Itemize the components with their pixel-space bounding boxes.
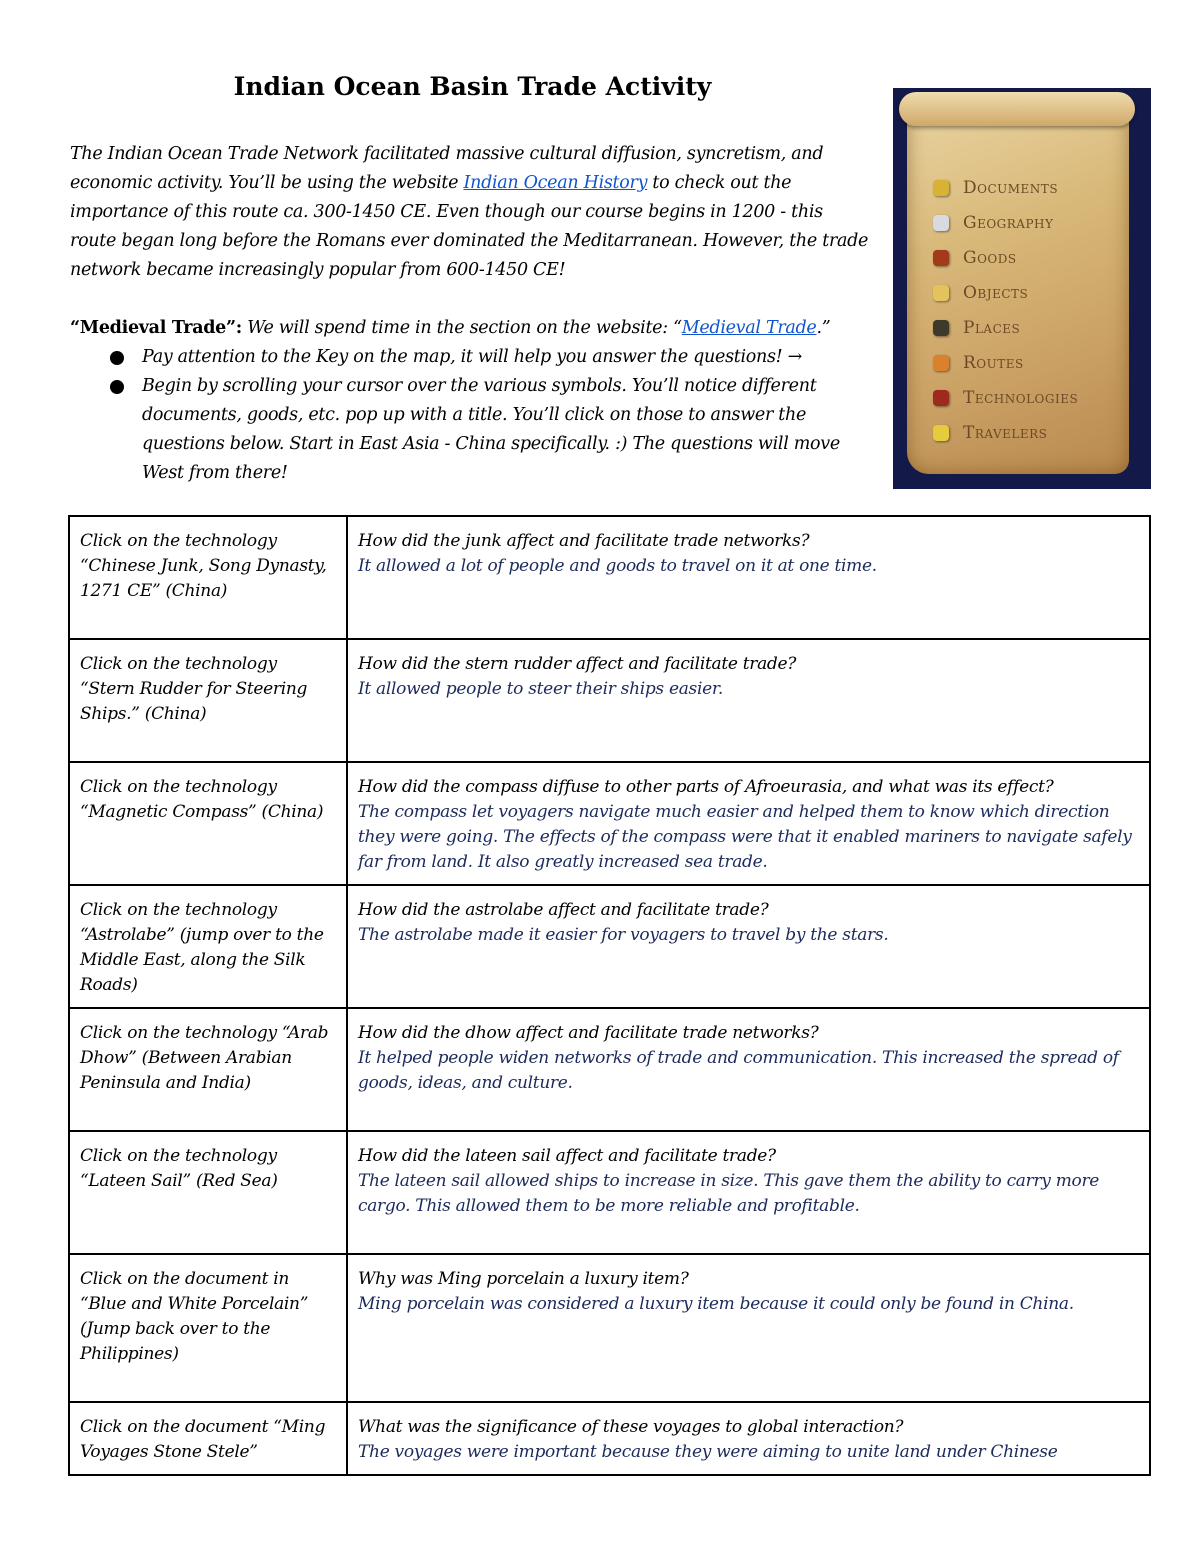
answer-cell[interactable] (347, 885, 1150, 1008)
answer-text: Ming porcelain was considered a luxury item because it could only be found in China. (358, 1294, 1074, 1314)
key-item-label: Technologies (963, 388, 1079, 408)
objects-icon (933, 285, 949, 301)
medieval-trade-lead: “Medieval Trade”: (70, 318, 242, 338)
medieval-desc-after: .” (816, 318, 831, 338)
table-row (69, 639, 1150, 762)
indian-ocean-history-link[interactable]: Indian Ocean History (463, 173, 648, 193)
question-text: How did the astrolabe affect and facilitate trade? (358, 900, 769, 920)
answer-text: The lateen sail allowed ships to increase in size. This gave them the ability to carry more cargo. This allowed them to be more reliable and profitable. (358, 1171, 1100, 1216)
medieval-trade-desc (242, 318, 830, 338)
table-row (69, 1254, 1150, 1402)
answer-text: It allowed people to steer their ships easier. (358, 679, 723, 699)
goods-icon (933, 250, 949, 266)
answer-cell[interactable] (347, 516, 1150, 639)
map-key-image (893, 88, 1151, 489)
places-icon (933, 320, 949, 336)
intro-paragraph (70, 140, 870, 285)
key-item-label: Objects (963, 283, 1029, 303)
answer-cell[interactable] (347, 1254, 1150, 1402)
key-item-travelers (933, 418, 1047, 448)
medieval-desc-before: We will spend time in the section on the website: “ (241, 318, 682, 338)
question-text: How did the dhow affect and facilitate trade networks? (358, 1023, 819, 1043)
key-item-routes (933, 348, 1024, 378)
list-item (70, 343, 870, 372)
key-item-label: Documents (963, 178, 1059, 198)
instruction-list (70, 343, 870, 488)
question-text: How did the stern rudder affect and facilitate trade? (358, 654, 797, 674)
bullet-icon (110, 380, 124, 394)
prompt-cell: Click on the technology “Lateen Sail” (Red Sea) (69, 1131, 347, 1254)
answer-text: The voyages were important because they were aiming to unite land under Chinese (358, 1442, 1058, 1462)
routes-icon (933, 355, 949, 371)
key-item-objects (933, 278, 1028, 308)
prompt-cell: Click on the technology “Stern Rudder for Steering Ships.” (China) (69, 639, 347, 762)
geography-icon (933, 215, 949, 231)
technologies-icon (933, 390, 949, 406)
table-row (69, 516, 1150, 639)
page-title: Indian Ocean Basin Trade Activity (233, 72, 712, 101)
question-text: How did the junk affect and facilitate trade networks? (358, 531, 810, 551)
question-text: Why was Ming porcelain a luxury item? (358, 1269, 689, 1289)
travelers-icon (933, 425, 949, 441)
intro-text-before: The Indian Ocean Trade Network facilitated massive cultural diffusion, syncretism, and economic activity. You’ll be using the website (70, 144, 824, 193)
question-text: How did the compass diffuse to other parts of Afroeurasia, and what was its effect? (358, 777, 1054, 797)
prompt-cell: Click on the document in “Blue and White Porcelain” (Jump back over to the Philippines) (69, 1254, 347, 1402)
bullet-icon (110, 351, 124, 365)
answer-text: It helped people widen networks of trade and communication. This increased the spread of goods, ideas, and culture. (358, 1048, 1119, 1093)
prompt-cell: Click on the technology “Magnetic Compass” (China) (69, 762, 347, 885)
key-item-geography (933, 208, 1053, 238)
intro-text-after: to check out the importance of this route ca. 300-1450 CE. Even though our course begins in 1200 - this route began long before the Romans ever dominated the Meditarranean. However, the trade network became increasingly popular from 600-1450 CE! (70, 173, 869, 280)
key-item-goods (933, 243, 1017, 273)
table-row (69, 762, 1150, 885)
answer-cell[interactable] (347, 762, 1150, 885)
answer-cell[interactable] (347, 639, 1150, 762)
table-row (69, 1402, 1150, 1475)
key-item-label: Routes (963, 353, 1024, 373)
key-item-label: Places (963, 318, 1021, 338)
prompt-cell: Click on the document “Ming Voyages Stone Stele” (69, 1402, 347, 1475)
bullet-text: Begin by scrolling your cursor over the various symbols. You’ll notice different documents, goods, etc. pop up with a title. You’ll click on those to answer the questions below. Start in East Asia - China specifically. :) The questions will move West from there! (142, 376, 840, 483)
key-item-technologies (933, 383, 1078, 413)
answer-text: The astrolabe made it easier for voyagers to travel by the stars. (358, 925, 889, 945)
scroll-roll (899, 92, 1135, 126)
answer-text: The compass let voyagers navigate much easier and helped them to know which direction they were going. The effects of the compass were that it enabled mariners to navigate safely far from land. It also greatly increased sea trade. (358, 802, 1132, 872)
prompt-cell: Click on the technology “Arab Dhow” (Between Arabian Peninsula and India) (69, 1008, 347, 1131)
answer-cell[interactable] (347, 1402, 1150, 1475)
table-row (69, 1008, 1150, 1131)
key-item-label: Goods (963, 248, 1017, 268)
list-item (70, 372, 870, 488)
medieval-trade-heading (70, 314, 870, 343)
question-text: How did the lateen sail affect and facilitate trade? (358, 1146, 776, 1166)
table-row (69, 885, 1150, 1008)
key-item-places (933, 313, 1020, 343)
table-row (69, 1131, 1150, 1254)
answer-cell[interactable] (347, 1131, 1150, 1254)
bullet-text: Pay attention to the Key on the map, it will help you answer the questions! → (142, 347, 803, 367)
medieval-trade-link[interactable]: Medieval Trade (681, 318, 817, 338)
questions-table (68, 515, 1151, 1476)
prompt-cell: Click on the technology “Astrolabe” (jump over to the Middle East, along the Silk Roads) (69, 885, 347, 1008)
answer-text: It allowed a lot of people and goods to travel on it at one time. (358, 556, 877, 576)
prompt-cell: Click on the technology “Chinese Junk, Song Dynasty, 1271 CE” (China) (69, 516, 347, 639)
key-item-documents (933, 173, 1058, 203)
key-item-label: Geography (963, 213, 1054, 233)
answer-cell[interactable] (347, 1008, 1150, 1131)
question-text: What was the significance of these voyages to global interaction? (358, 1417, 904, 1437)
documents-icon (933, 180, 949, 196)
key-item-label: Travelers (963, 423, 1048, 443)
